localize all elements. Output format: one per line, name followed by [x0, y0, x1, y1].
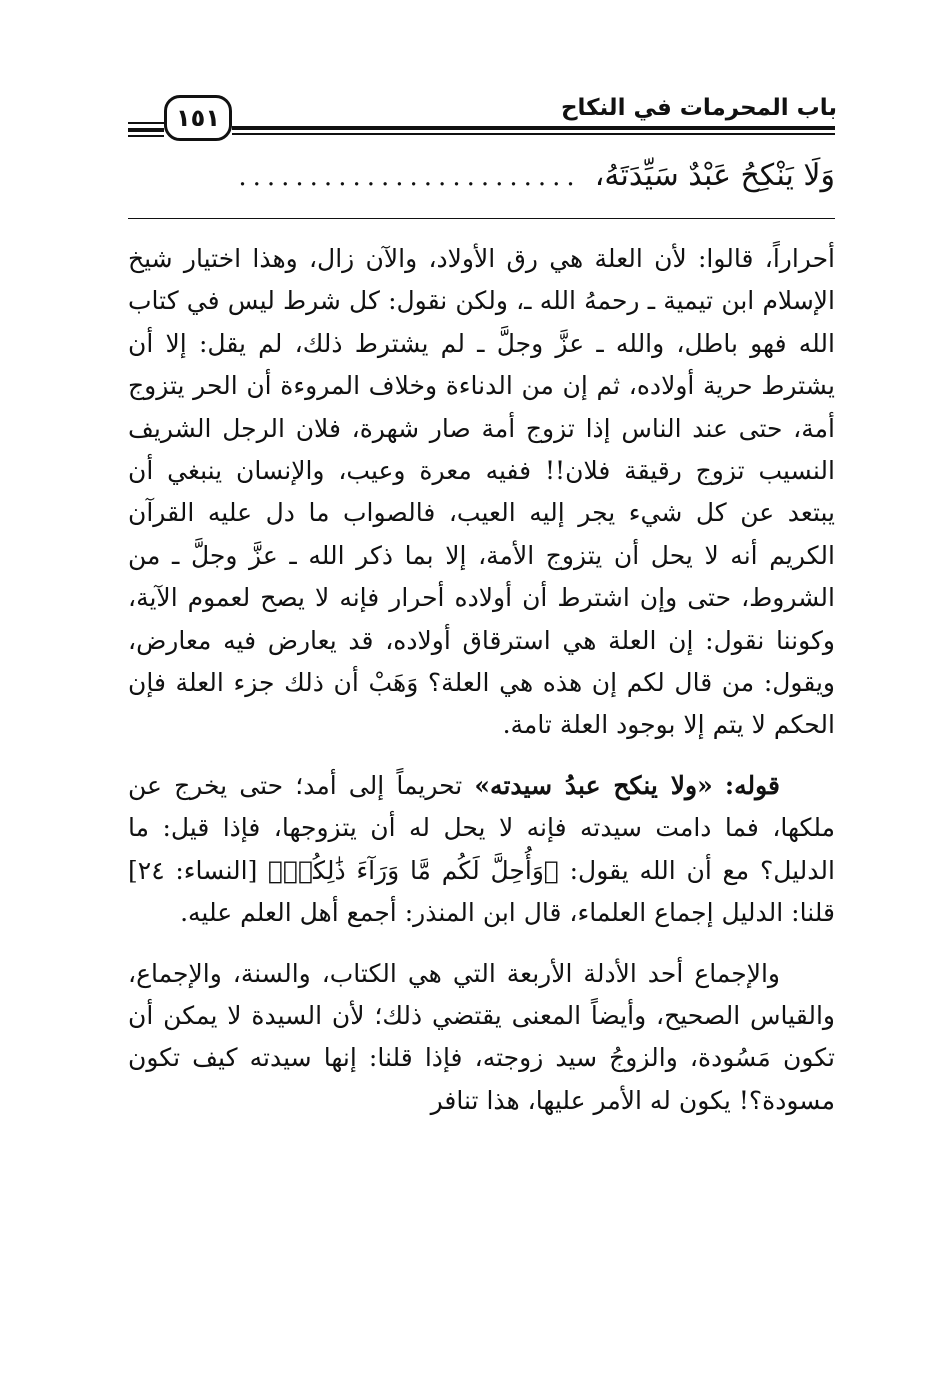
- header-rule-thick: [232, 126, 835, 130]
- matn-divider: [128, 218, 835, 219]
- paragraph-2-text: تحريماً إلى أمد؛ حتى يخرج عن ملكها، فما دامت سيدته فإنه لا يحل له أن يتزوجها، فإذا قيل: ما الدليل؟ مع أن الله يقول: ﴿وَأُحِلَّ لَكُم مَّا وَرَآءَ ذَٰلِكُمۡ﴾ [النساء: ٢٤] قلنا: الدليل إجماع العلماء، قال ابن المنذر: أجمع أهل العلم عليه.: [128, 770, 835, 928]
- qawluh-label: قوله:: [724, 770, 780, 800]
- matn-text: وَلَا يَنْكِحُ عَبْدٌ سَيِّدَتَهُ،: [594, 158, 835, 193]
- paragraph-3: والإجماع أحد الأدلة الأربعة التي هي الكتاب، والسنة، والإجماع، والقياس الصحيح، وأيضاً المعنى يقتضي ذلك؛ لأن السيدة لا يمكن أن تكون مَسُودة، والزوجُ سيد زوجته، فإذا قلنا: إنها سيدته كيف تكون مسودة؟! يكون له الأمر عليها، هذا تنافر: [128, 958, 835, 1115]
- header-rule-thin: [232, 133, 835, 135]
- commentary-body: [128, 238, 835, 1122]
- page-number: ١٥١: [164, 95, 232, 141]
- header-rule-left-top: [128, 122, 164, 124]
- header-rule-left-bottom: [128, 135, 164, 137]
- matn-quote: «ولا ينكح عبدُ سيدته»: [474, 770, 713, 800]
- header-rule-left-middle: [128, 128, 164, 132]
- matn-line: [128, 158, 835, 193]
- chapter-title: باب المحرمات في النكاح: [560, 95, 837, 121]
- paragraph-1: أحراراً، قالوا: لأن العلة هي رق الأولاد، والآن زال، وهذا اختيار شيخ الإسلام ابن تيمية ـ رحمهُ الله ـ، ولكن نقول: كل شرط ليس في كتاب الله فهو باطل، والله ـ عزَّ وجلَّ ـ لم يشترط ذلك، لم يقل: إلا أن يشترط حرية أولاده، ثم إن من الدناءة وخلاف المروءة أن الحر يتزوج أمة، حتى عند الناس إذا تزوج أمة صار شهرة، فلان الرجل الشريف النسيب تزوج رقيقة فلان!! ففيه معرة وعيب، والإنسان ينبغي أن يبتعد عن كل شيء يجر إليه العيب، فالصواب ما دل عليه القرآن الكريم أنه لا يحل أن يتزوج الأمة، إلا بما ذكر الله ـ عزَّ وجلَّ ـ من الشروط، حتى وإن اشترط أن أولاده أحرار فإنه لا يصح لعموم الآية، وكوننا نقول: إن العلة هي استرقاق أولاده، قد يعارض فيه معارض، ويقول: من قال لكم إن هذه هي العلة؟ وَهَبْ أن ذلك جزء العلة فإن الحكم لا يتم إلا بوجود العلة تامة.: [128, 244, 835, 740]
- matn-dots: ........................: [238, 162, 581, 192]
- paragraph-2: [128, 765, 835, 935]
